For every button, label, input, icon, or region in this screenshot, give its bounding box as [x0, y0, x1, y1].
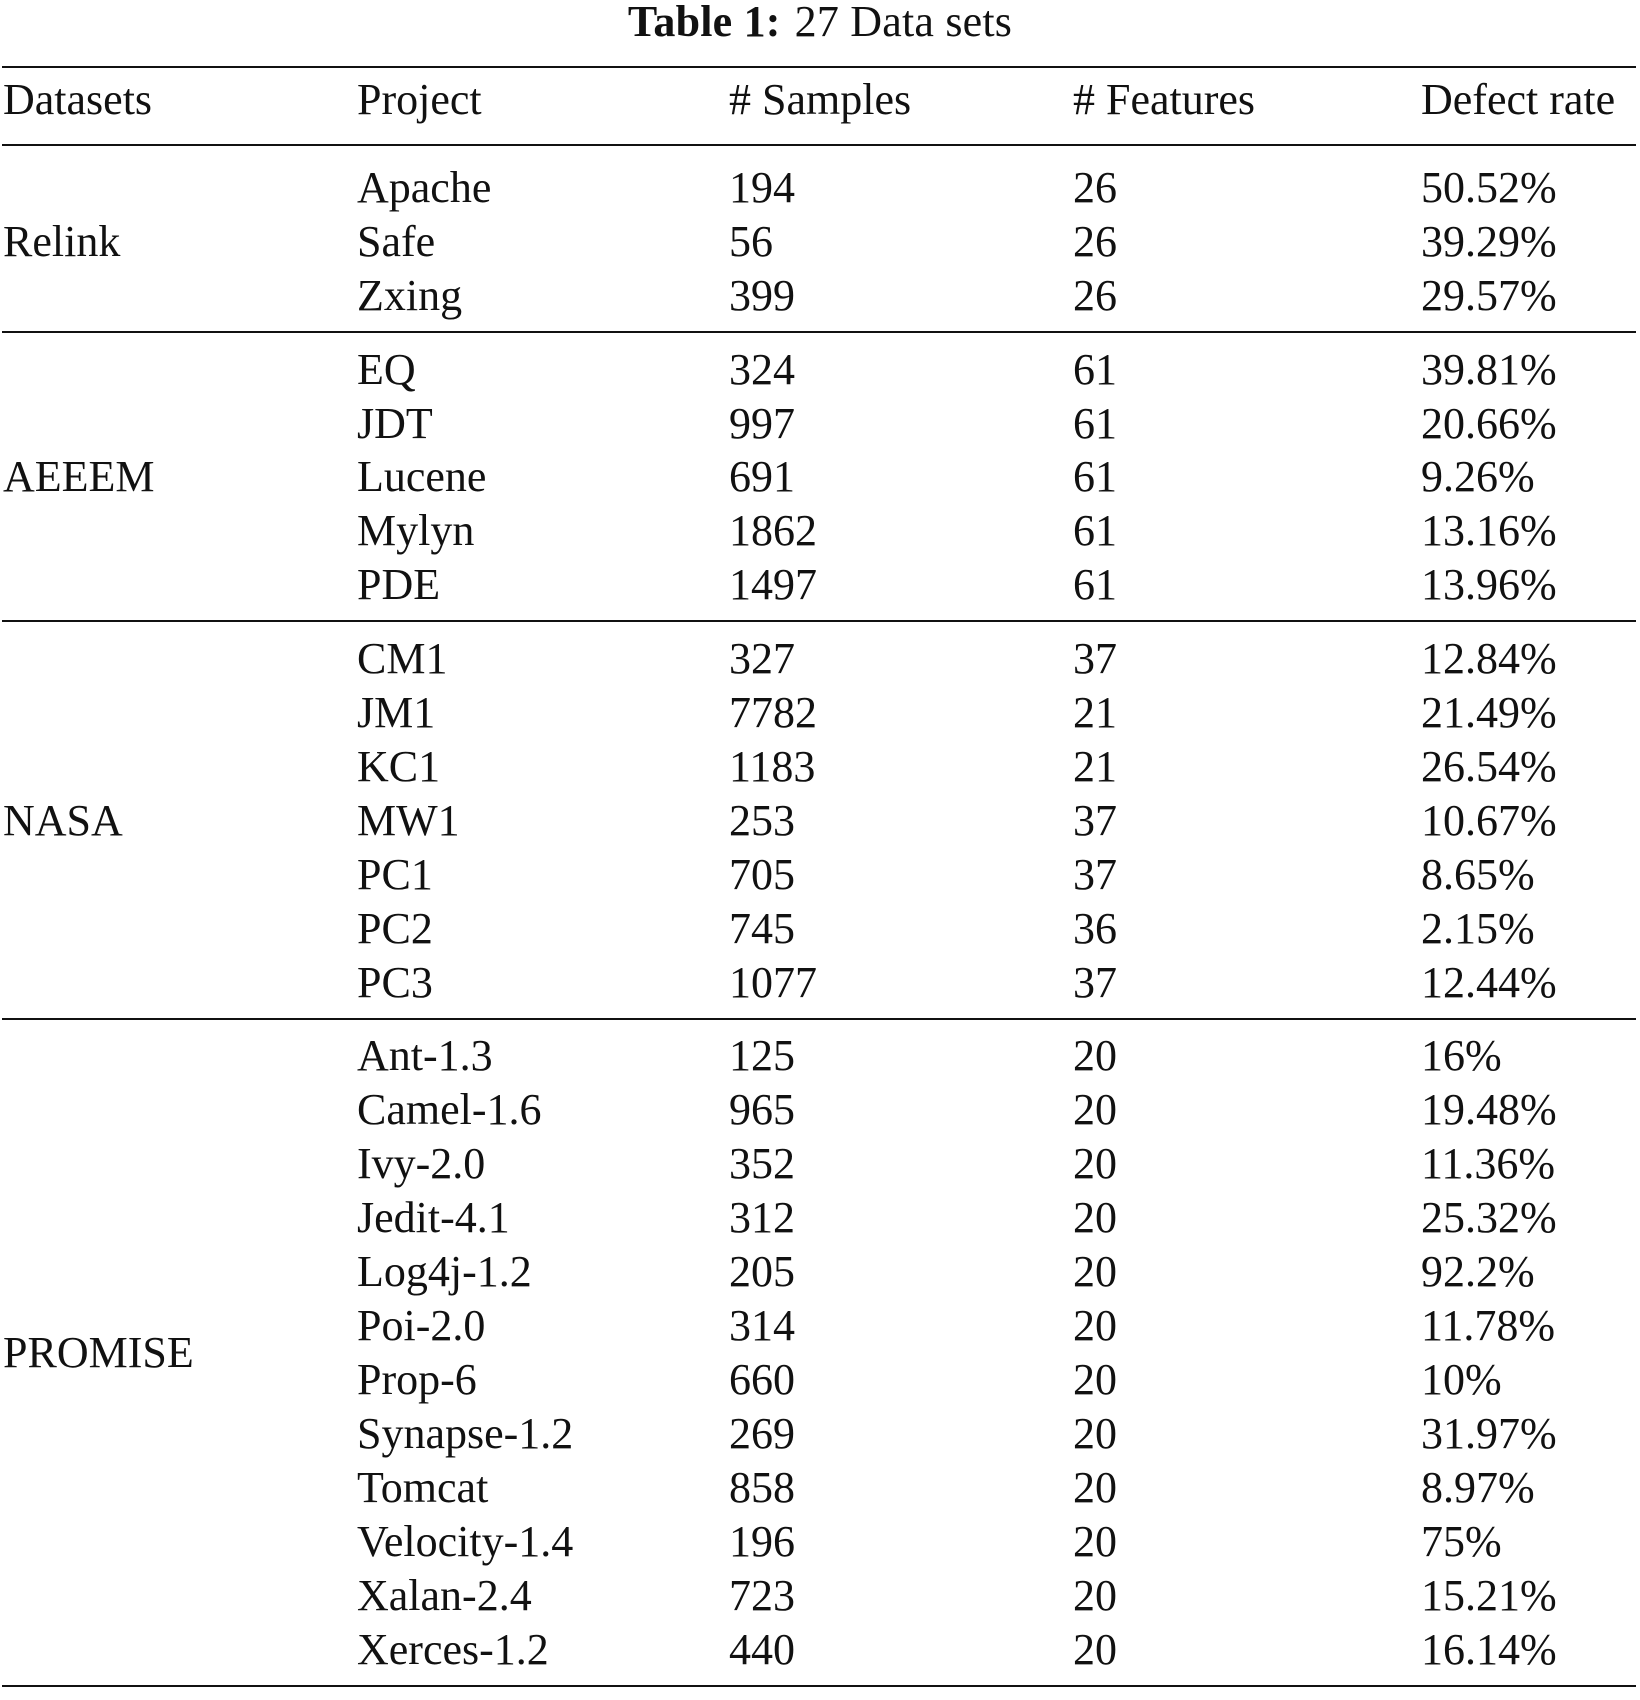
cell-defect-rate: 39.81%	[1421, 344, 1557, 394]
header-samples: # Samples	[729, 75, 912, 124]
cell-samples: 1077	[729, 957, 817, 1007]
cell-defect-rate: 92.2%	[1421, 1247, 1535, 1297]
cell-features: 20	[1073, 1570, 1117, 1620]
cell-defect-rate: 11.36%	[1421, 1139, 1556, 1189]
cell-samples: 125	[729, 1031, 795, 1081]
cell-features: 21	[1073, 741, 1117, 791]
cell-samples: 205	[729, 1247, 795, 1297]
cell-defect-rate: 29.57%	[1421, 270, 1557, 320]
cell-project: Prop-6	[357, 1355, 477, 1405]
cell-features: 20	[1073, 1247, 1117, 1297]
cell-features: 61	[1073, 506, 1117, 556]
cell-project: Synapse-1.2	[357, 1409, 574, 1458]
cell-features: 20	[1073, 1085, 1117, 1135]
cell-samples: 691	[729, 452, 795, 502]
cell-features: 37	[1073, 795, 1117, 845]
caption-text: 27 Data sets	[794, 0, 1013, 46]
cell-project: Tomcat	[357, 1462, 489, 1512]
header-project: Project	[357, 75, 482, 124]
group-rule	[2, 620, 1636, 622]
cell-features: 61	[1073, 344, 1117, 394]
cell-features: 20	[1073, 1139, 1117, 1189]
group-label: PROMISE	[3, 1328, 194, 1378]
cell-samples: 253	[729, 795, 795, 845]
cell-features: 26	[1073, 216, 1117, 266]
cell-features: 61	[1073, 398, 1117, 448]
cell-defect-rate: 8.65%	[1421, 849, 1535, 899]
cell-features: 20	[1073, 1031, 1117, 1081]
cell-project: PC3	[357, 957, 433, 1007]
cell-defect-rate: 2.15%	[1421, 903, 1535, 953]
cell-samples: 858	[729, 1462, 795, 1512]
cell-features: 26	[1073, 163, 1117, 212]
cell-project: PC2	[357, 903, 433, 953]
cell-features: 20	[1073, 1462, 1117, 1512]
cell-project: EQ	[357, 344, 416, 394]
cell-project: Ant-1.3	[357, 1031, 493, 1081]
cell-defect-rate: 13.96%	[1421, 560, 1557, 610]
header-datasets: Datasets	[3, 75, 153, 124]
cell-defect-rate: 75%	[1421, 1516, 1502, 1566]
cell-samples: 56	[729, 216, 773, 266]
cell-features: 37	[1073, 634, 1117, 683]
caption-label: Table 1:	[627, 0, 781, 46]
cell-defect-rate: 11.78%	[1421, 1301, 1556, 1351]
bottom-rule	[2, 1685, 1636, 1687]
cell-features: 20	[1073, 1193, 1117, 1243]
cell-project: Apache	[357, 163, 492, 212]
cell-defect-rate: 20.66%	[1421, 398, 1557, 448]
cell-features: 37	[1073, 849, 1117, 899]
cell-defect-rate: 26.54%	[1421, 741, 1557, 791]
cell-features: 20	[1073, 1624, 1117, 1674]
cell-samples: 1183	[729, 741, 816, 791]
cell-samples: 314	[729, 1301, 795, 1351]
cell-features: 26	[1073, 270, 1117, 320]
cell-samples: 399	[729, 270, 795, 320]
cell-defect-rate: 12.84%	[1421, 634, 1557, 683]
cell-features: 20	[1073, 1301, 1117, 1351]
cell-samples: 723	[729, 1570, 795, 1620]
cell-features: 61	[1073, 560, 1117, 610]
header-defect-rate: Defect rate	[1421, 75, 1616, 124]
group-label: Relink	[3, 216, 121, 266]
cell-samples: 312	[729, 1193, 795, 1243]
group-rule	[2, 1018, 1636, 1020]
cell-features: 20	[1073, 1355, 1117, 1405]
cell-project: Mylyn	[357, 506, 475, 556]
cell-defect-rate: 16%	[1421, 1031, 1502, 1081]
cell-defect-rate: 19.48%	[1421, 1085, 1557, 1135]
cell-samples: 1497	[729, 560, 817, 610]
cell-project: PDE	[357, 560, 441, 610]
cell-defect-rate: 12.44%	[1421, 957, 1557, 1007]
cell-features: 36	[1073, 903, 1117, 953]
top-rule	[2, 66, 1636, 68]
cell-defect-rate: 10.67%	[1421, 795, 1557, 845]
cell-project: CM1	[357, 634, 448, 683]
cell-defect-rate: 50.52%	[1421, 163, 1557, 212]
cell-project: MW1	[357, 795, 460, 845]
cell-samples: 324	[729, 344, 795, 394]
cell-defect-rate: 10%	[1421, 1355, 1502, 1405]
cell-samples: 660	[729, 1355, 795, 1405]
cell-samples: 1862	[729, 506, 817, 556]
cell-samples: 7782	[729, 687, 817, 737]
header-rule	[2, 144, 1636, 146]
cell-project: Jedit-4.1	[357, 1193, 510, 1243]
cell-project: Ivy-2.0	[357, 1139, 486, 1189]
cell-project: JM1	[357, 687, 436, 737]
cell-samples: 965	[729, 1085, 795, 1135]
cell-samples: 352	[729, 1139, 795, 1189]
cell-samples: 440	[729, 1624, 795, 1674]
cell-features: 61	[1073, 452, 1117, 502]
group-label: NASA	[3, 795, 123, 845]
cell-defect-rate: 39.29%	[1421, 216, 1557, 266]
cell-project: JDT	[357, 398, 433, 448]
cell-defect-rate: 21.49%	[1421, 687, 1557, 737]
cell-defect-rate: 25.32%	[1421, 1193, 1557, 1243]
group-rule	[2, 331, 1636, 333]
cell-defect-rate: 16.14%	[1421, 1624, 1557, 1674]
cell-samples: 196	[729, 1516, 795, 1566]
header-features: # Features	[1073, 75, 1256, 124]
group-label: AEEEM	[3, 452, 155, 502]
cell-samples: 745	[729, 903, 795, 953]
cell-defect-rate: 15.21%	[1421, 1570, 1557, 1620]
cell-project: Xerces-1.2	[357, 1624, 549, 1674]
cell-features: 20	[1073, 1516, 1117, 1566]
cell-project: Zxing	[357, 270, 463, 320]
cell-features: 21	[1073, 687, 1117, 737]
cell-features: 20	[1073, 1409, 1117, 1458]
cell-samples: 269	[729, 1409, 795, 1458]
cell-project: KC1	[357, 741, 441, 791]
cell-samples: 327	[729, 634, 795, 683]
cell-project: Safe	[357, 216, 436, 266]
cell-samples: 194	[729, 163, 795, 212]
cell-defect-rate: 9.26%	[1421, 452, 1535, 502]
cell-samples: 997	[729, 398, 795, 448]
cell-defect-rate: 31.97%	[1421, 1409, 1557, 1458]
cell-project: Lucene	[357, 452, 487, 502]
cell-project: Poi-2.0	[357, 1301, 486, 1351]
cell-project: PC1	[357, 849, 433, 899]
cell-project: Velocity-1.4	[357, 1516, 574, 1566]
cell-project: Camel-1.6	[357, 1085, 542, 1135]
cell-project: Xalan-2.4	[357, 1570, 532, 1620]
cell-defect-rate: 8.97%	[1421, 1462, 1535, 1512]
cell-defect-rate: 13.16%	[1421, 506, 1557, 556]
cell-project: Log4j-1.2	[357, 1247, 532, 1297]
cell-samples: 705	[729, 849, 795, 899]
cell-features: 37	[1073, 957, 1117, 1007]
